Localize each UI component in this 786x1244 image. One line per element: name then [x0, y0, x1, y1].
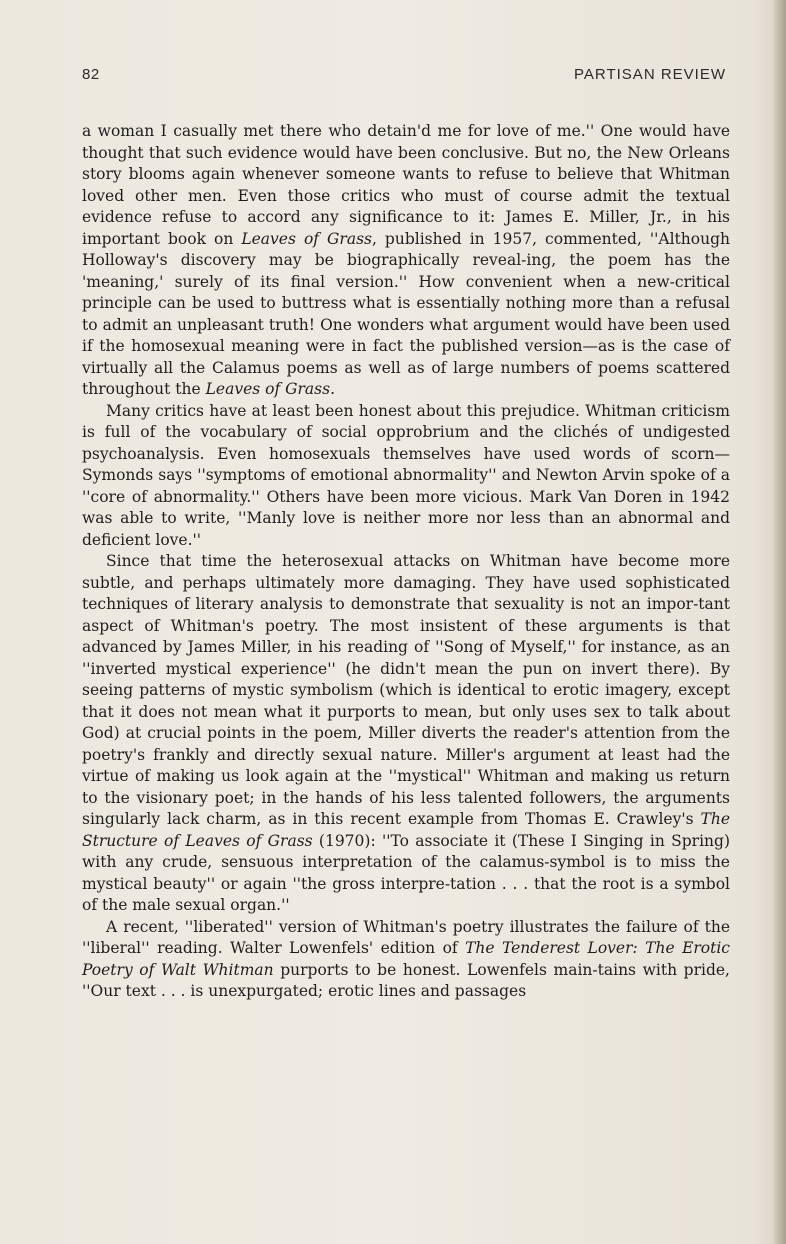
paragraph-2 [82, 401, 730, 552]
text-run: a woman I casually met there who detain'd me for love of me.'' One would have thought that such evidence would have been conclusive. But no, the New Orleans story blooms again whenever someone wants to refuse to believe that Whitman loved other men. Even those critics who must of course admit the textual evidence refuse to accord any significance to it: James E. Miller, Jr., in his important book on [82, 122, 730, 248]
text-run: (1970): ''To associate it (These I Singing in Spring) with any crude, sensuous interpretation of the calamus-symbol is to miss the mystical beauty'' or again ''the gross interpre-tation . . . that the root is a symbol of the male sexual organ.'' [82, 831, 730, 914]
paragraph-4 [82, 917, 730, 1003]
text-run: , published in 1957, commented, ''Although Holloway's discovery may be biographically reveal-ing, the poem has the 'meaning,' surely of its final version.'' How convenient when a new-critical principle can be used to buttress what is essentially nothing more than a refusal to admit an unpleasant truth! One wonders what argument would have been used if the homosexual meaning were in fact the published version—as is the case of virtually all the Calamus poems as well as of large numbers of poems scattered throughout the [82, 229, 730, 398]
book-title: The Structure of Leaves of Grass [82, 810, 730, 850]
text-run: Since that time the heterosexual attacks on Whitman have become more subtle, and perhaps ultimately more damaging. They have used sophisticated techniques of literary analysis to demonstrate that sexuality is not an impor-tant aspect of Whitman's poetry. The most insistent of these arguments is that advanced by James Miller, in his reading of ''Song of Myself,'' for instance, as an ''inverted mystical experience'' (he didn't mean the pun on invert there). By seeing patterns of mystic symbolism (which is identical to erotic imagery, except that it does not mean what it purports to mean, but only uses sex to talk about God) at crucial points in the poem, Miller diverts the reader's attention from the poetry's frankly and directly sexual nature. Miller's argument at least had the virtue of making us look again at the ''mystical'' Whitman and making us return to the visionary poet; in the hands of his less talented followers, the arguments singularly lack charm, as in this recent example from Thomas E. Crawley's [82, 552, 730, 828]
text-run: Many critics have at least been honest about this prejudice. Whitman criticism is full of the vocabulary of social opprobrium and the clichés of undigested psychoanalysis. Even homosexuals themselves have used words of scorn—Symonds says ''symptoms of emotional abnormality'' and Newton Arvin spoke of a ''core of abnormality.'' Others have been more vicious. Mark Van Doren in 1942 was able to write, ''Manly love is neither more nor less than an abnormal and deficient love.'' [82, 401, 730, 549]
book-title: The Tenderest Lover: The Erotic Poetry of Walt Whitman [82, 939, 730, 979]
text-run: . [330, 380, 336, 398]
article-body [82, 121, 730, 1003]
text-run: A recent, ''liberated'' version of Whitman's poetry illustrates the failure of the ''liberal'' reading. Walter Lowenfels' edition of [82, 917, 730, 957]
page-number: 82 [82, 66, 100, 83]
journal-title: PARTISAN REVIEW [574, 66, 726, 83]
paragraph-1 [82, 121, 730, 401]
book-title: Leaves of Grass [241, 229, 372, 248]
page-gutter-shadow [772, 0, 786, 1244]
paragraph-3 [82, 551, 730, 917]
book-title: Leaves of Grass [205, 380, 331, 398]
text-run: purports to be honest. Lowenfels main-tains with pride, ''Our text . . . is unexpurgated; erotic lines and passages [82, 960, 730, 1000]
running-head [82, 66, 726, 86]
